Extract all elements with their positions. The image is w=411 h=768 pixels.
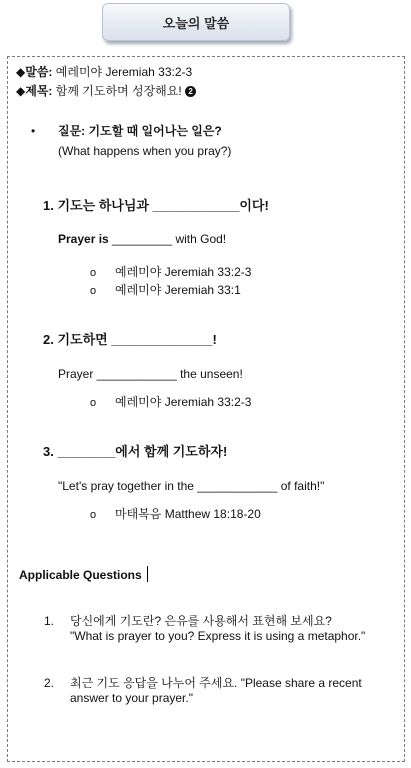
topic-text: 함께 기도하며 성장해요! xyxy=(55,84,182,98)
question-korean: 질문: 기도할 때 일어나는 일은? xyxy=(58,124,222,138)
applicable-2-line1: 최근 기도 응답을 나누어 주세요. "Please share a recent xyxy=(70,676,362,690)
ref-marker: o xyxy=(90,509,97,521)
point-2-sub: Prayer ____________ the unseen! xyxy=(58,367,243,381)
applicable-title: Applicable Questions xyxy=(19,568,142,582)
question-bullet: • xyxy=(31,124,36,138)
point-3-sub: "Let's pray together in the ____________ of faith!" xyxy=(58,479,325,493)
point-1-ref-2: 예레미야 Jeremiah 33:1 xyxy=(115,283,241,297)
point-1-heading: 1. 기도는 하나님과 ____________이다! xyxy=(43,198,269,213)
page-title: 오늘의 말씀 xyxy=(162,15,230,31)
applicable-1-num: 1. xyxy=(44,614,55,628)
applicable-1-line1: 당신에게 기도란? 은유를 사용해서 표현해 보세요? xyxy=(70,614,332,628)
ref-marker: o xyxy=(90,267,97,279)
applicable-2-line2: answer to your prayer." xyxy=(70,691,193,705)
question-english: (What happens when you pray?) xyxy=(58,144,232,158)
point-2-heading: 2. 기도하면 ______________! xyxy=(43,332,217,347)
text-cursor xyxy=(147,566,148,582)
ref-marker: o xyxy=(90,397,97,409)
point-3-heading: 3. ________에서 함께 기도하자! xyxy=(43,444,228,459)
scripture-line xyxy=(16,65,192,80)
page-title-box xyxy=(102,3,290,41)
point-1-sub: Prayer is _________ with God! xyxy=(58,232,227,246)
applicable-1-line2: "What is prayer to you? Express it is using a metaphor." xyxy=(70,629,366,643)
point-3-ref-1: 마태복음 Matthew 18:18-20 xyxy=(115,507,261,521)
scripture-label: ◆말씀: xyxy=(16,65,53,79)
ref-marker: o xyxy=(90,285,97,297)
point-2-ref-1: 예레미야 Jeremiah 33:2-3 xyxy=(115,395,252,409)
scripture-text: 예레미야 Jeremiah 33:2-3 xyxy=(55,65,193,79)
topic-line xyxy=(16,84,196,99)
point-1-ref-1: 예레미야 Jeremiah 33:2-3 xyxy=(115,265,252,279)
applicable-2-num: 2. xyxy=(44,676,55,690)
topic-number-badge: 2 xyxy=(185,86,196,97)
topic-label: ◆제목: xyxy=(16,84,53,98)
